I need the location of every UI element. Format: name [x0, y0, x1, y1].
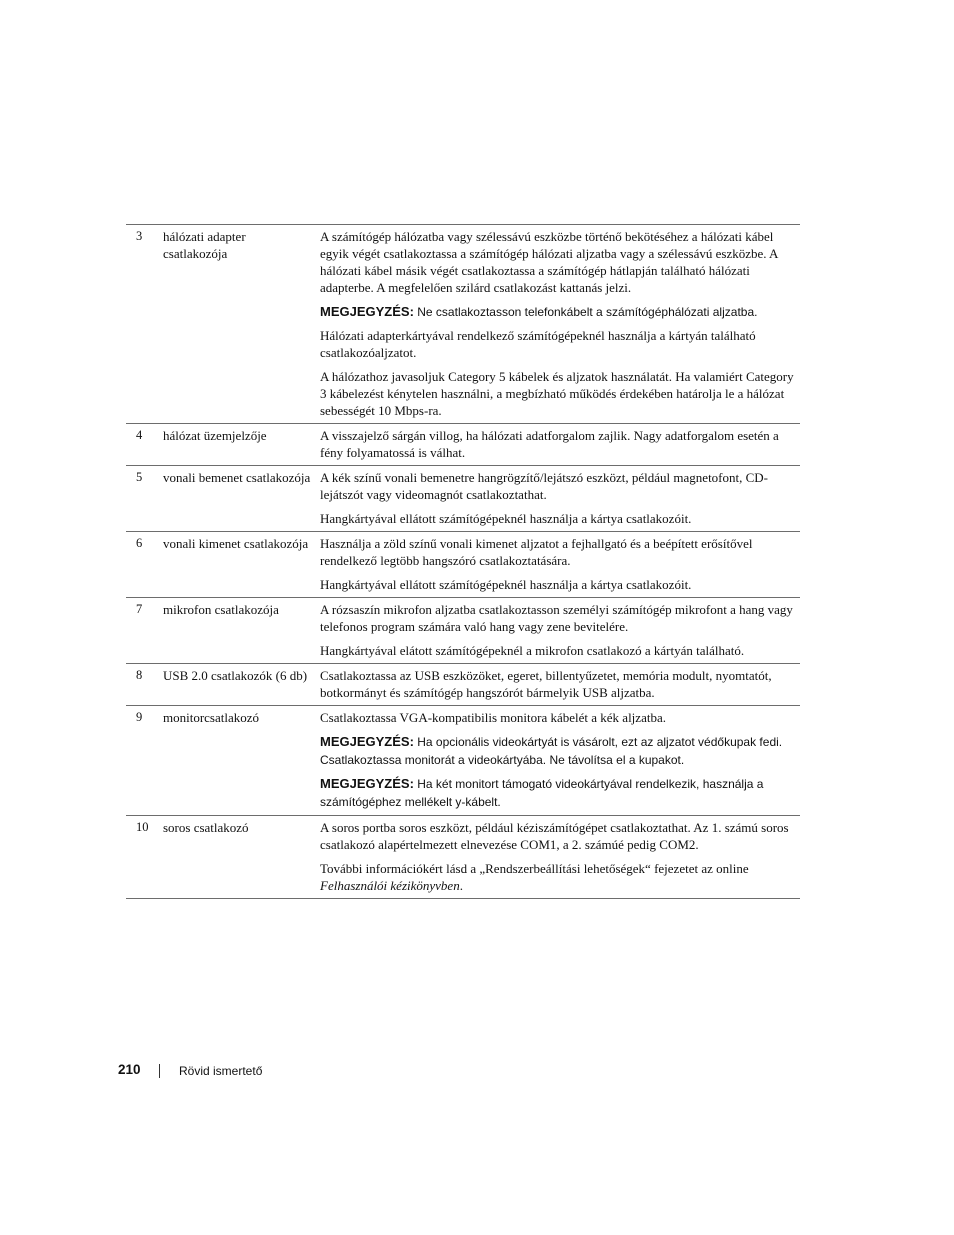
paragraph — [320, 327, 796, 361]
paragraph — [320, 469, 796, 503]
item-description — [320, 818, 796, 894]
paragraph-text: A hálózathoz javasoljuk Category 5 kábelek és aljzatok használatát. Ha valamiért Category 3 kábelezést kénytelen használni, a megbízható működés érdekében határolja le a hálózat sebességét 10 Mbps-ra. — [320, 369, 794, 418]
table-row — [126, 664, 800, 706]
note-label: MEGJEGYZÉS: — [320, 304, 414, 319]
book-title: Felhasználói kézikönyvben — [320, 878, 460, 893]
item-description — [320, 534, 796, 593]
item-description — [320, 468, 796, 527]
table-row — [126, 706, 800, 816]
note-text: Ne csatlakoztasson telefonkábelt a számítógéphálózati aljzatba. — [413, 305, 758, 319]
item-number: 10 — [136, 820, 149, 834]
table-row — [126, 532, 800, 598]
note-text: Ha opcionális videokártyát is vásárolt, ezt az aljzatot védőkupak fedi. Csatlakoztassa monitorát a videokártyába. Ne távolítsa el a kupakot. — [320, 735, 783, 767]
item-description — [320, 708, 796, 811]
paragraph — [320, 427, 796, 461]
item-number: 5 — [136, 470, 143, 484]
item-name: monitorcsatlakozó — [163, 710, 260, 725]
paragraph-text-end: . — [459, 878, 463, 893]
item-description — [320, 666, 796, 701]
item-name: vonali kimenet csatlakozója — [163, 536, 309, 551]
item-description — [320, 426, 796, 461]
paragraph-text: A kék színű vonali bemenetre hangrögzítő/lejátszó eszközt, például magnetofont, CD-lejátszót vagy videomagnót csatlakoztathat. — [320, 470, 769, 502]
paragraph-text: Hálózati adapterkártyával rendelkező számítógépeknél használja a kártyán található csatlakozóaljzatot. — [320, 328, 756, 360]
item-number: 4 — [136, 428, 143, 442]
paragraph-text: Hangkártyával elátott számítógépeknél a mikrofon csatlakozó a kártyán található. — [320, 643, 745, 658]
item-name: hálózat üzemjelzője — [163, 428, 267, 443]
paragraph — [320, 601, 796, 635]
item-description — [320, 227, 796, 419]
note-label: MEGJEGYZÉS: — [320, 776, 414, 791]
paragraph-text: A számítógép hálózatba vagy szélessávú eszközbe történő bekötéséhez a hálózati kábel egyik végét csatlakoztassa a számítógép hálózati aljzatba vagy a szélessávú eszközbe. A hálózati kábel másik végét csatlakoztassa a számítógép hátlapján található hálózati adapterbe. A megfelelően szilárd csatlakozást kattanás jelzi. — [320, 229, 778, 295]
item-number: 3 — [136, 229, 143, 243]
item-number: 8 — [136, 668, 143, 682]
paragraph-text: A soros portba soros eszközt, például kéziszámítógépet csatlakoztathat. Az 1. számú soros csatlakozó alapértelmezett elnevezése COM1, a 2. számúé pedig COM2. — [320, 820, 789, 852]
table-row — [126, 225, 800, 424]
paragraph-text: Csatlakoztassa VGA-kompatibilis monitora kábelét a kék aljzatba. — [320, 710, 666, 725]
item-name: mikrofon csatlakozója — [163, 602, 279, 617]
paragraph-text: Használja a zöld színű vonali kimenet aljzatot a fejhallgató és a beépített erősítővel rendelkező legtöbb hangszóró csatlakoztatására. — [320, 536, 753, 568]
table-row — [126, 466, 800, 532]
note — [320, 733, 796, 769]
footer-separator — [159, 1064, 160, 1078]
paragraph-text: A rózsaszín mikrofon aljzatba csatlakoztasson személyi számítógép mikrofont a hang vagy telefonos program számára való hang vagy zene bevitelére. — [320, 602, 793, 634]
table-row — [126, 816, 800, 899]
item-number: 9 — [136, 710, 143, 724]
paragraph — [320, 709, 796, 726]
table-row — [126, 424, 800, 466]
item-name: USB 2.0 csatlakozók (6 db) — [163, 668, 308, 683]
note-label: MEGJEGYZÉS: — [320, 734, 414, 749]
item-name: vonali bemenet csatlakozója — [163, 470, 311, 485]
paragraph-text: A visszajelző sárgán villog, ha hálózati adatforgalom zajlik. Nagy adatforgalom esetén a fény folyamatossá is válhat. — [320, 428, 779, 460]
connector-table — [126, 224, 800, 899]
item-number: 7 — [136, 602, 143, 616]
section-title: Rövid ismertető — [179, 1064, 263, 1078]
table-row — [126, 598, 800, 664]
paragraph — [320, 535, 796, 569]
paragraph — [320, 819, 796, 853]
paragraph-text: További információkért lásd a „Rendszerbeállítási lehetőségek“ fejezetet az online — [320, 861, 749, 876]
paragraph — [320, 368, 796, 419]
paragraph-text: Csatlakoztassa az USB eszközöket, egeret, billentyűzetet, memória modult, nyomtatót, botkormányt és számítógép hangszórót bármelyik USB aljzatba. — [320, 668, 772, 700]
paragraph — [320, 510, 796, 527]
paragraph — [320, 228, 796, 296]
paragraph — [320, 642, 796, 659]
paragraph — [320, 667, 796, 701]
page-number: 210 — [118, 1062, 141, 1077]
item-description — [320, 600, 796, 659]
item-number: 6 — [136, 536, 143, 550]
item-name: hálózati adapter csatlakozója — [163, 229, 246, 261]
paragraph — [320, 860, 796, 894]
paragraph — [320, 576, 796, 593]
item-name: soros csatlakozó — [163, 820, 249, 835]
paragraph-text: Hangkártyával ellátott számítógépeknél használja a kártya csatlakozóit. — [320, 511, 692, 526]
note-text: Ha két monitort támogató videokártyával rendelkezik, használja a számítógéphez mellékelt y-kábelt. — [320, 777, 764, 809]
note — [320, 775, 796, 811]
note — [320, 303, 796, 321]
paragraph-text: Hangkártyával ellátott számítógépeknél használja a kártya csatlakozóit. — [320, 577, 692, 592]
